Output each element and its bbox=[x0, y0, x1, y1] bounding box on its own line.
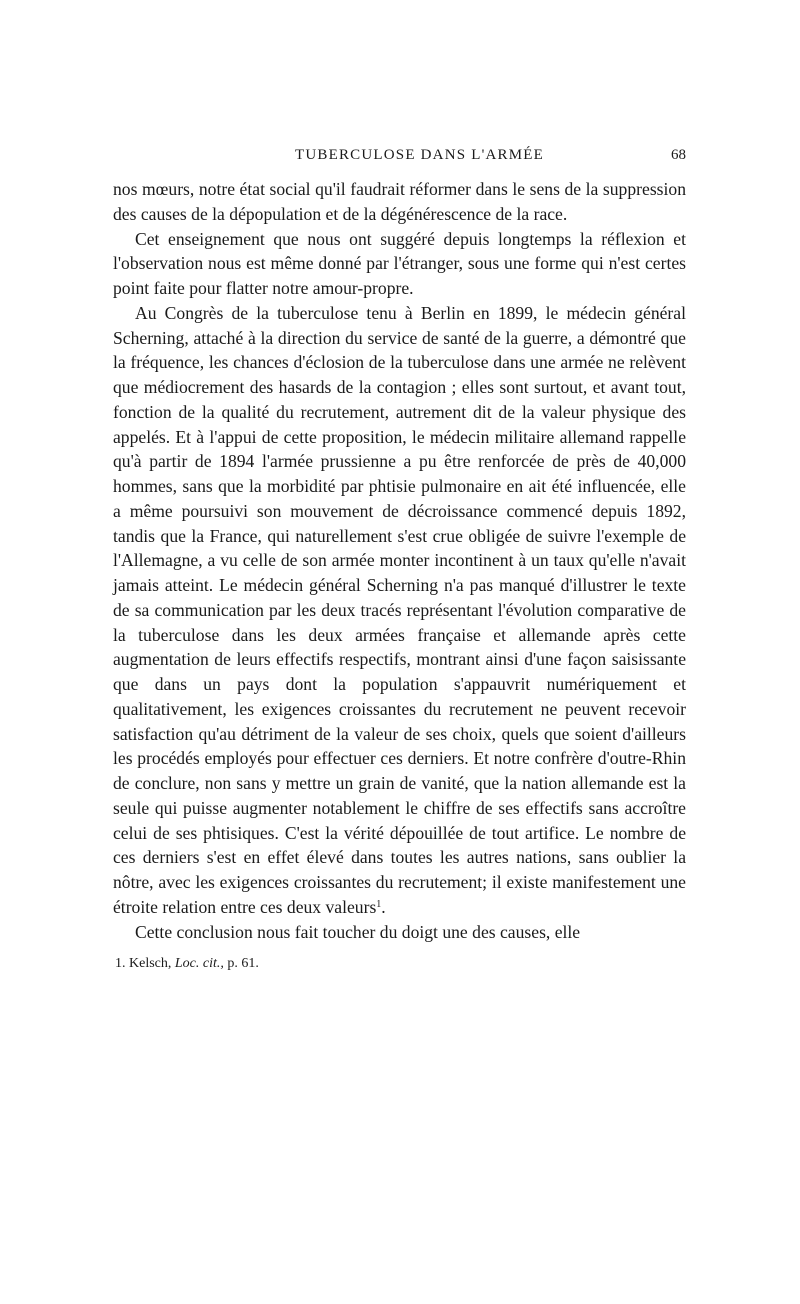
footnote-page: p. 61. bbox=[227, 956, 259, 972]
footnote-source: Loc. cit., bbox=[174, 956, 224, 972]
paragraph-1: nos mœurs, notre état social qu'il faudrait réformer dans le sens de la suppression des causes de la dépopulation et de la dégénérescence de la race. bbox=[113, 179, 686, 224]
footnote-number: 1. bbox=[115, 956, 126, 972]
footnote-reference[interactable]: 1 bbox=[376, 898, 382, 910]
running-title: TUBERCULOSE DANS L'ARMÉE bbox=[294, 147, 544, 163]
paragraph-2: Cet enseignement que nous ont suggéré depuis longtemps la réflexion et l'observation nous est même donné par l'étranger, sous une forme qui n'est certes point faite pour flatter notre amour-propre. bbox=[113, 228, 686, 298]
paragraph-4: Cette conclusion nous fait toucher du doigt une des causes, elle bbox=[135, 921, 581, 942]
page-number: 68 bbox=[671, 147, 686, 163]
document-page bbox=[113, 143, 686, 974]
footnote bbox=[113, 954, 686, 974]
body-text bbox=[113, 177, 686, 944]
paragraph-3-end: . bbox=[381, 896, 386, 917]
paragraph-3-text: Au Congrès de la tuberculose tenu à Berlin en 1899, le médecin général Scherning, attaché à la direction du service de santé de la guerre, a démontré que la fréquence, les chances d'éclosion de la tuberculose dans une armée ne relèvent que médiocrement des hasards de la contagion ; elles sont surtout, et avant tout, fonction de la qualité du recrutement, autrement dit de la valeur physique des appelés. Et à l'appui de cette proposition, le médecin militaire allemand rappelle qu'à partir de 1894 l'armée prussienne a pu être renforcée de près de 40,000 hommes, sans que la morbidité par phtisie pulmonaire en ait été influencée, elle a même poursuivi son mouvement de décroissance commencé depuis 1892, tandis que la France, qui naturellement s'est crue obligée de suivre l'exemple de l'Allemagne, a vu celle de son armée monter incontinent à un taux qu'elle n'avait jamais atteint. Le médecin général Scherning n'a pas manqué d'illustrer le texte de sa communication par les deux tracés représentant l'évolution comparative de la tuberculose dans les deux armées française et allemande après cette augmentation de leurs effectifs respectifs, montrant ainsi d'une façon saisissante que dans un pays dont la population s'appauvrit numériquement et qualitativement, les exigences croissantes du recrutement ne peuvent recevoir satisfaction qu'au détriment de la valeur de ses choix, quels que soient d'ailleurs les procédés employés pour effectuer ces derniers. Et notre confrère d'outre-Rhin de conclure, non sans y mettre un grain de vanité, que la nation allemande est la seule qui puisse augmenter notablement le chiffre de ses effectifs sans accroître celui de ses phtisiques. C'est la vérité dépouillée de tout artifice. Le nombre de ces derniers s'est en effet élevé dans toutes les autres nations, sans oublier la nôtre, avec les exigences croissantes du recrutement; il existe manifestement une étroite relation entre ces deux valeurs bbox=[113, 302, 686, 917]
footnote-author: Kelsch, bbox=[129, 956, 172, 972]
paragraph-3 bbox=[113, 301, 686, 920]
running-header bbox=[113, 143, 686, 169]
